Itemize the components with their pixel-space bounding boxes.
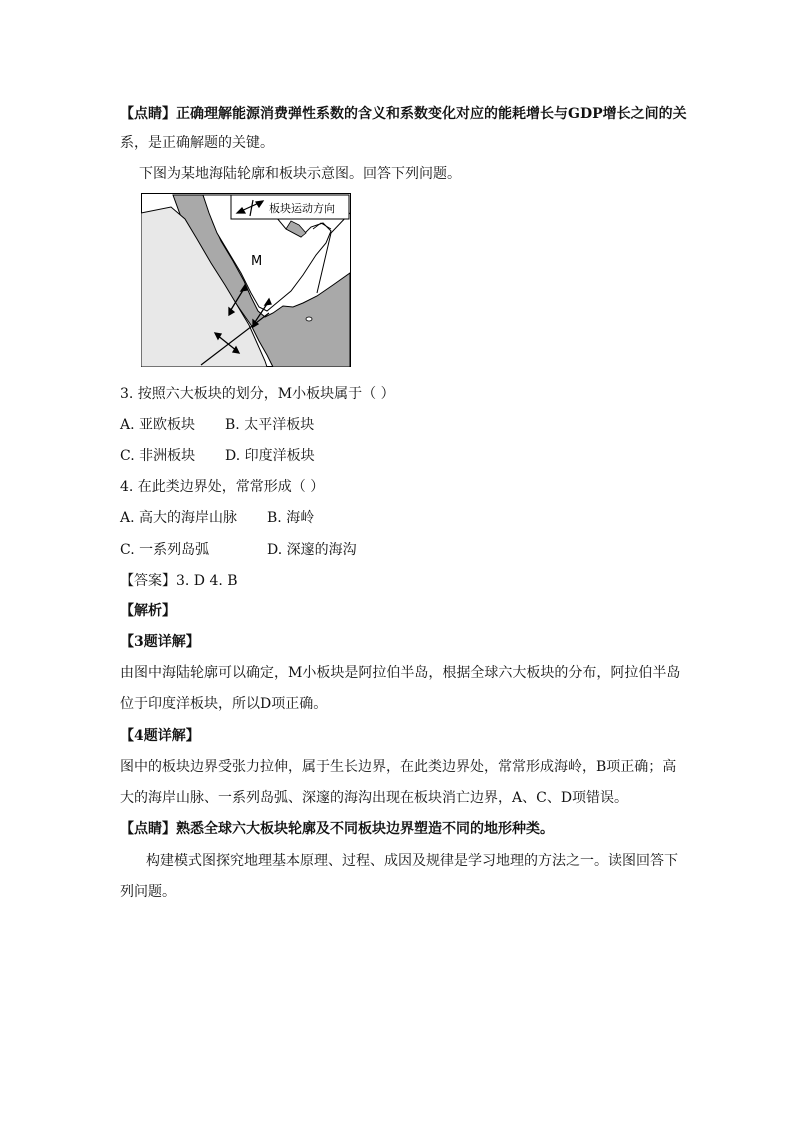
tip-summary: 【点睛】熟悉全球六大板块轮廓及不同板块边界塑造不同的地形种类。 bbox=[120, 821, 554, 837]
question-3: 3. 按照六大板块的划分，M小板块属于（ ） bbox=[120, 386, 395, 402]
plate-map-svg bbox=[141, 193, 351, 367]
q3-detail-line-2: 位于印度洋板块，所以D项正确。 bbox=[120, 696, 328, 712]
q3-option-c: C. 非洲板块 bbox=[120, 448, 196, 464]
q4-detail-heading: 【4题详解】 bbox=[120, 728, 200, 744]
q3-option-a: A. 亚欧板块 bbox=[120, 417, 196, 433]
q4-option-d: D. 深邃的海沟 bbox=[267, 542, 357, 558]
tip-line-2: 系，是正确解题的关键。 bbox=[120, 135, 274, 151]
question-4: 4. 在此类边界处，常常形成（ ） bbox=[120, 479, 325, 495]
analysis-heading: 【解析】 bbox=[120, 603, 176, 619]
q4-detail-line-1: 图中的板块边界受张力拉伸，属于生长边界，在此类边界处，常常形成海岭，B项正确；高 bbox=[120, 759, 677, 775]
next-intro-line-1: 构建模式图探究地理基本原理、过程、成因及规律是学习地理的方法之一。读图回答下 bbox=[146, 853, 678, 869]
q4-option-a: A. 高大的海岸山脉 bbox=[120, 510, 238, 526]
answer-line: 【答案】3. D 4. B bbox=[120, 573, 238, 589]
q3-option-b: B. 太平洋板块 bbox=[225, 417, 315, 433]
q4-option-c: C. 一系列岛弧 bbox=[120, 542, 210, 558]
q3-detail-heading: 【3题详解】 bbox=[120, 634, 200, 650]
next-intro-line-2: 列问题。 bbox=[120, 884, 176, 900]
question-intro: 下图为某地海陆轮廓和板块示意图。回答下列问题。 bbox=[139, 166, 461, 182]
q3-detail-line-1: 由图中海陆轮廓可以确定，M小板块是阿拉伯半岛，根据全球六大板块的分布，阿拉伯半岛 bbox=[120, 665, 681, 681]
q3-option-d: D. 印度洋板块 bbox=[225, 448, 315, 464]
plate-map-figure bbox=[141, 193, 351, 367]
q4-detail-line-2: 大的海岸山脉、一系列岛弧、深邃的海沟出现在板块消亡边界，A、C、D项错误。 bbox=[120, 790, 629, 806]
legend-label: 板块运动方向 bbox=[269, 202, 335, 215]
plate-label-m: M bbox=[251, 254, 263, 269]
q4-option-b: B. 海岭 bbox=[267, 510, 315, 526]
tip-line-1: 【点睛】正确理解能源消费弹性系数的含义和系数变化对应的能耗增长与GDP增长之间的关 bbox=[120, 106, 687, 122]
